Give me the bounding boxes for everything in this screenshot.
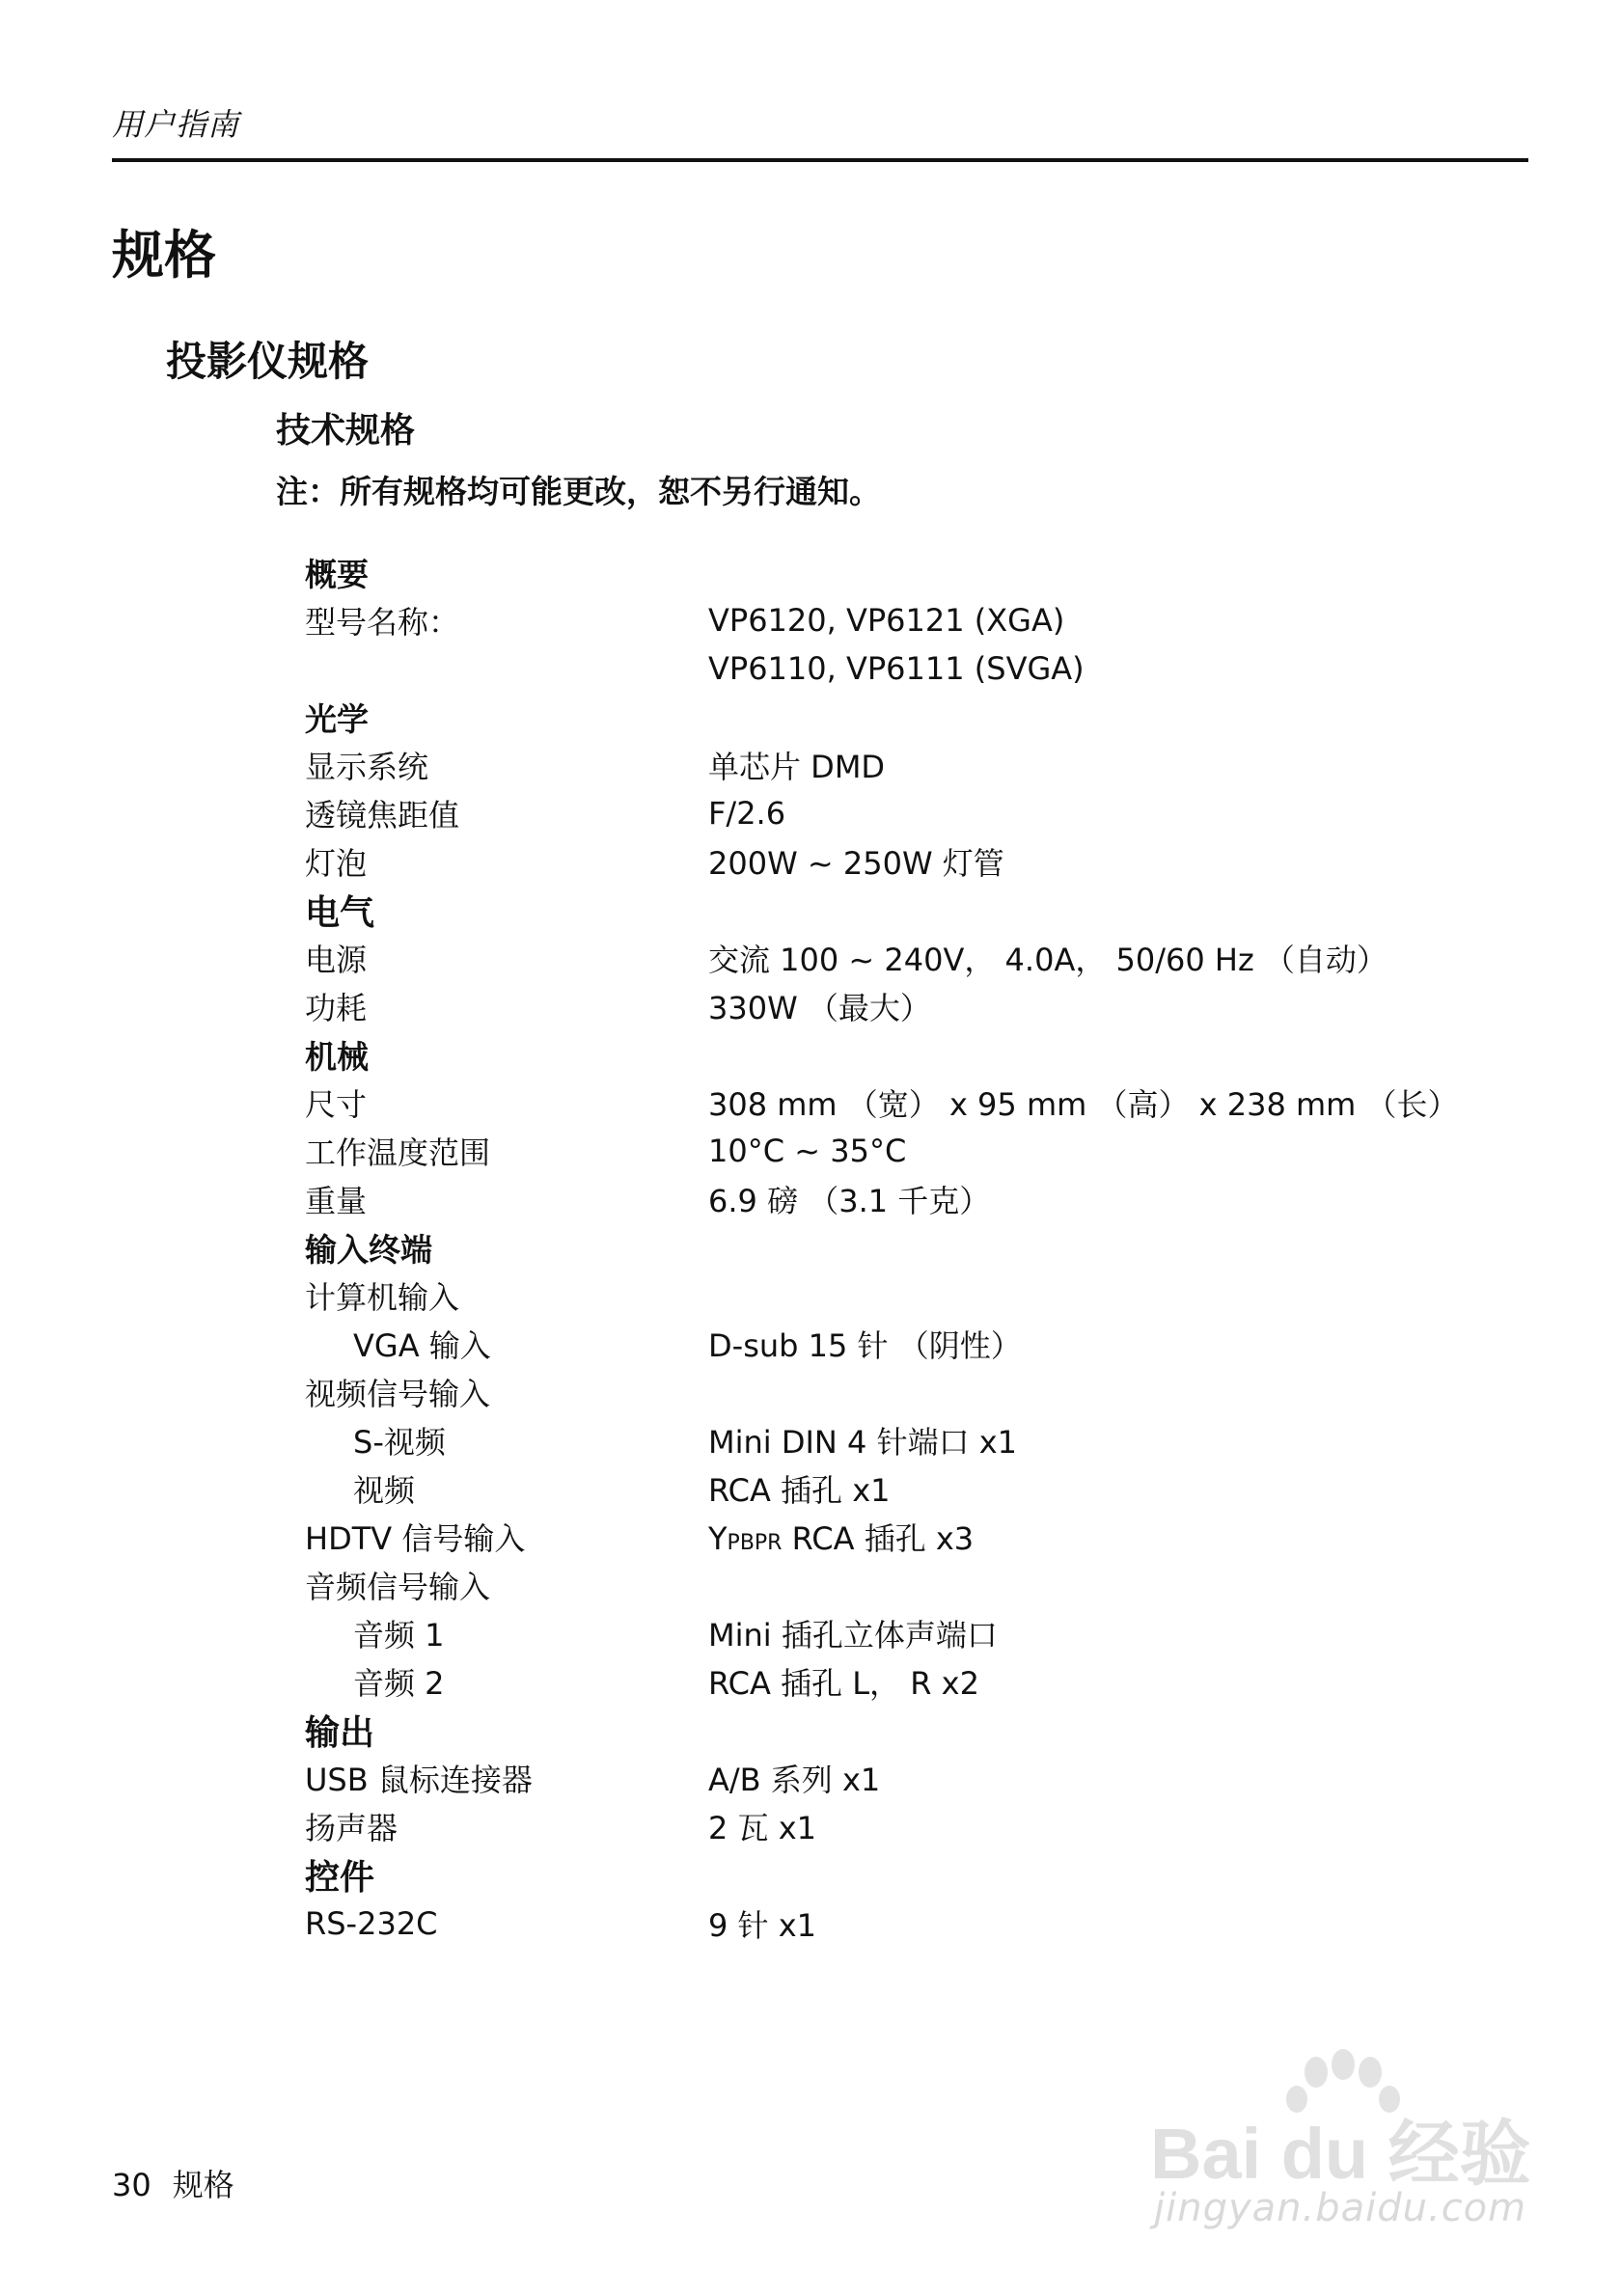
spec-row — [305, 789, 1521, 837]
spec-label: 音频 1 — [353, 1617, 445, 1654]
section-input — [305, 1223, 1521, 1271]
spec-value: Mini 插孔立体声端口 — [708, 1617, 998, 1654]
spec-value: 10°C ~ 35°C — [708, 1133, 907, 1169]
page-footer — [112, 2161, 234, 2205]
spec-value: 2 瓦 x1 — [708, 1810, 817, 1846]
spec-row — [305, 741, 1521, 789]
spec-row — [305, 1079, 1521, 1127]
spec-value: 9 针 x1 — [708, 1906, 817, 1944]
spec-label: USB 鼠标连接器 — [305, 1762, 533, 1798]
spec-value: RCA 插孔 x1 — [708, 1472, 891, 1509]
section-control — [305, 1850, 1521, 1899]
spec-row — [305, 1320, 1521, 1368]
spec-label: 工作温度范围 — [305, 1134, 491, 1171]
hdtv-y: Y — [708, 1520, 728, 1557]
spec-row — [305, 1609, 1521, 1657]
spec-label: 重量 — [305, 1183, 368, 1219]
spec-value: VP6120, VP6121 (XGA) — [708, 602, 1065, 639]
section-heading: 电气 — [305, 892, 375, 933]
section-mechanical — [305, 1030, 1521, 1079]
section-heading: 概要 — [305, 555, 369, 593]
section-heading: 输入终端 — [305, 1230, 432, 1269]
hdtv-pb: PB — [727, 1531, 755, 1555]
spec-label: HDTV 信号输入 — [305, 1520, 526, 1557]
spec-value: RCA 插孔 L， R x2 — [708, 1665, 979, 1702]
spec-value: Mini DIN 4 针端口 x1 — [708, 1424, 1018, 1461]
spec-label: 灯泡 — [305, 845, 368, 882]
section-output — [305, 1706, 1521, 1754]
spec-label: 扬声器 — [305, 1810, 398, 1846]
running-header: 用户指南 — [112, 106, 240, 143]
spec-label: 音频信号输入 — [305, 1569, 491, 1605]
spec-value: D-sub 15 针 （阴性） — [708, 1327, 1022, 1364]
spec-value: 308 mm （宽） x 95 mm （高） x 238 mm （长） — [708, 1086, 1459, 1123]
spec-row — [305, 596, 1521, 644]
page-title: 规格 — [112, 225, 216, 286]
spec-label: 透镜焦距值 — [305, 797, 460, 834]
section-general — [305, 548, 1521, 596]
spec-label: 计算机输入 — [305, 1279, 460, 1316]
section-heading: 输出 — [305, 1712, 375, 1753]
spec-value: VP6110, VP6111 (SVGA) — [708, 650, 1085, 687]
section-optical — [305, 693, 1521, 741]
spec-row — [305, 1561, 1521, 1609]
spec-value: 6.9 磅 （3.1 千克） — [708, 1183, 991, 1219]
spec-row — [305, 1416, 1521, 1464]
spec-value: 交流 100 ~ 240V， 4.0A， 50/60 Hz （自动） — [708, 942, 1387, 978]
section-title: 投影仪规格 — [166, 338, 370, 385]
spec-row — [305, 1464, 1521, 1513]
spec-label: 电源 — [305, 942, 368, 978]
spec-label: 尺寸 — [305, 1086, 368, 1123]
spec-row — [305, 934, 1521, 982]
spec-row — [305, 1899, 1521, 1948]
spec-value — [708, 1515, 1521, 1559]
spec-label: RS-232C — [305, 1904, 438, 1942]
spec-note: 注：所有规格均可能更改，恕不另行通知。 — [276, 473, 881, 510]
section-heading: 机械 — [305, 1037, 369, 1076]
spec-label: S-视频 — [353, 1424, 446, 1461]
watermark-brand: Bai du 经验 — [1150, 2114, 1531, 2194]
spec-label: 视频信号输入 — [305, 1376, 491, 1412]
spec-value: 单芯片 DMD — [708, 749, 886, 785]
spec-value: F/2.6 — [708, 795, 786, 832]
hdtv-pr: PR — [754, 1531, 783, 1555]
section-heading: 光学 — [305, 699, 369, 738]
watermark-url: jingyan.baidu.com — [1154, 2186, 1527, 2230]
spec-row — [305, 1657, 1521, 1706]
spec-row — [305, 1271, 1521, 1320]
spec-label: 视频 — [353, 1472, 416, 1509]
spec-row — [305, 1127, 1521, 1175]
spec-row — [305, 837, 1521, 886]
spec-value: 200W ~ 250W 灯管 — [708, 845, 1004, 882]
spec-row — [305, 1368, 1521, 1416]
spec-label: 功耗 — [305, 990, 368, 1026]
hdtv-rest: RCA 插孔 x3 — [782, 1520, 975, 1557]
spec-row — [305, 1754, 1521, 1802]
spec-row — [305, 644, 1521, 693]
spec-label: 音频 2 — [353, 1665, 445, 1702]
page-number: 30 — [112, 2167, 151, 2203]
section-heading: 控件 — [305, 1857, 375, 1898]
spec-row — [305, 1175, 1521, 1223]
footer-section: 规格 — [172, 2167, 234, 2203]
section-electrical — [305, 886, 1521, 934]
spec-row — [305, 982, 1521, 1030]
spec-label: 型号名称： — [305, 604, 460, 641]
spec-label: 显示系统 — [305, 749, 429, 785]
header-divider — [112, 158, 1528, 162]
spec-row — [305, 1802, 1521, 1850]
spec-row — [305, 1513, 1521, 1561]
spec-value: 330W （最大） — [708, 990, 931, 1026]
spec-label: VGA 输入 — [353, 1327, 491, 1364]
spec-value: A/B 系列 x1 — [708, 1762, 881, 1798]
spec-table — [305, 548, 1521, 1948]
subsection-title: 技术规格 — [276, 411, 416, 451]
